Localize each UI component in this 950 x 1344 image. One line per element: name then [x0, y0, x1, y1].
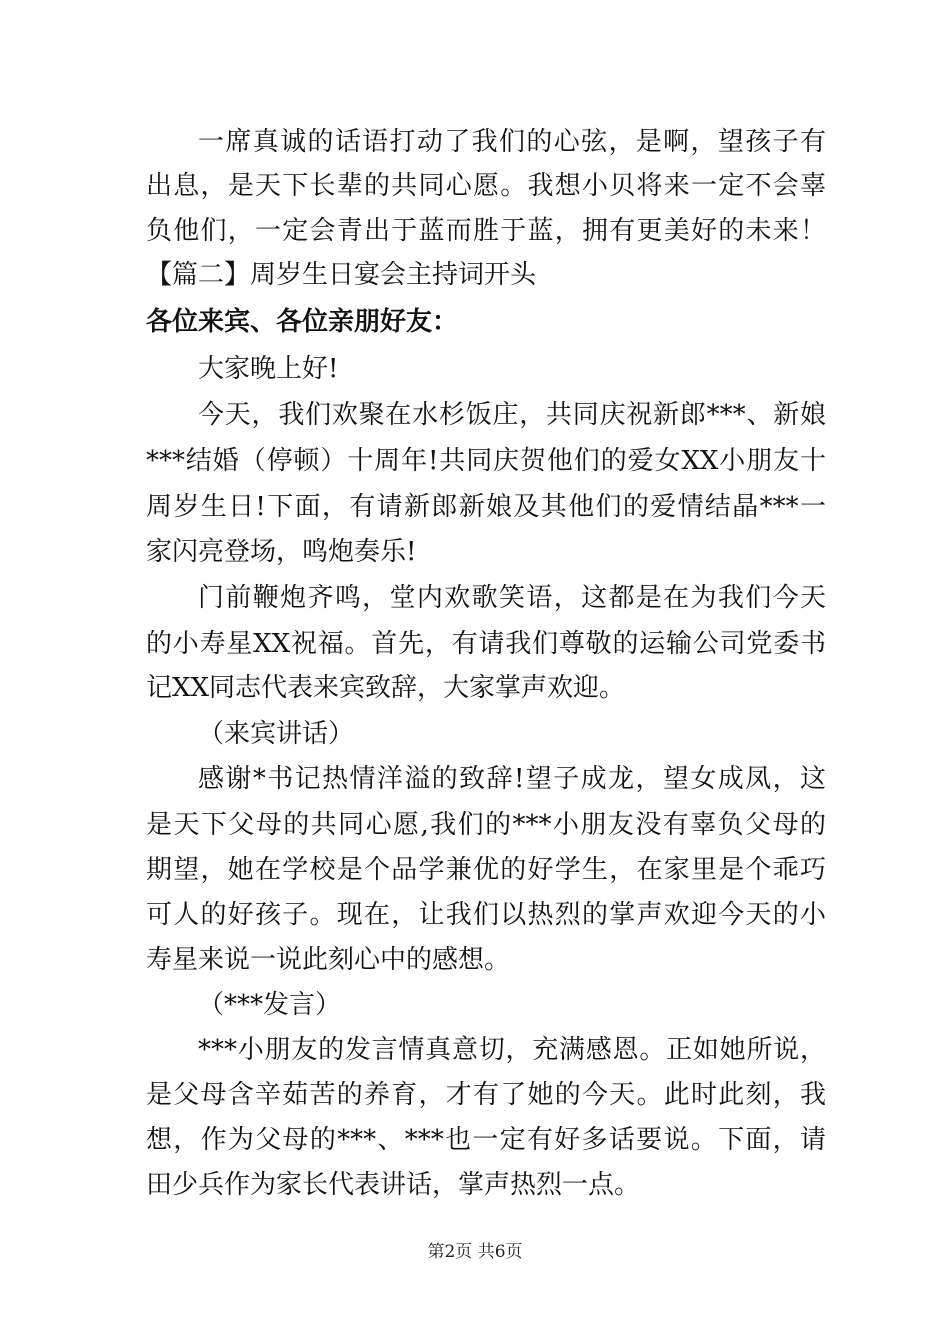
- stage-direction: （来宾讲话）: [198, 719, 355, 749]
- section-title: 【篇二】周岁生日宴会主持词开头: [146, 260, 537, 290]
- text-line: 的小寿星XX祝福。首先，有请我们尊敬的运输公司党委书: [146, 629, 826, 659]
- text-line: ***结婚（停顿）十周年!共同庆贺他们的爱女XX小朋友十: [146, 446, 826, 476]
- text-line: 期望，她在学校是个品学兼优的好学生，在家里是个乖巧: [146, 855, 826, 885]
- text-line: 可人的好孩子。现在，让我们以热烈的掌声欢迎今天的小: [146, 900, 826, 930]
- text-line: 寿星来说一说此刻心中的感想。: [146, 945, 511, 975]
- text-line: 一席真诚的话语打动了我们的心弦，是啊，望孩子有: [198, 127, 826, 157]
- text-line: 家闪亮登场，鸣炮奏乐!: [146, 537, 417, 567]
- text-line: 门前鞭炮齐鸣，堂内欢歌笑语，这都是在为我们今天: [198, 583, 826, 613]
- page-number-footer: 第2页 共6页: [427, 1242, 523, 1262]
- text-line: 周岁生日!下面，有请新郎新娘及其他们的爱情结晶***一: [146, 492, 826, 522]
- text-line: 想，作为父母的***、***也一定有好多话要说。下面，请: [146, 1125, 826, 1155]
- text-line: 记XX同志代表来宾致辞，大家掌声欢迎。: [146, 673, 626, 703]
- text-line: 今天，我们欢聚在水杉饭庄，共同庆祝新郎***、新娘: [198, 400, 826, 430]
- text-line: 感谢*书记热情洋溢的致辞!望子成龙，望女成凤，这: [198, 764, 826, 794]
- text-line: 大家晚上好!: [198, 354, 339, 384]
- stage-direction: （***发言）: [198, 990, 342, 1020]
- text-line: 是父母含辛茹苦的养育，才有了她的今天。此时此刻，我: [146, 1080, 826, 1110]
- text-line: 是天下父母的共同心愿,我们的***小朋友没有辜负父母的: [146, 810, 826, 840]
- text-line: ***小朋友的发言情真意切，充满感恩。正如她所说，: [198, 1035, 826, 1065]
- text-line: 田少兵作为家长代表讲话，掌声热烈一点。: [146, 1170, 641, 1200]
- text-line: 出息，是天下长辈的共同心愿。我想小贝将来一定不会辜: [146, 171, 826, 201]
- salutation-heading: 各位来宾、各位亲朋好友：: [146, 307, 459, 337]
- text-line: 负他们，一定会青出于蓝而胜于蓝，拥有更美好的未来！: [146, 216, 826, 246]
